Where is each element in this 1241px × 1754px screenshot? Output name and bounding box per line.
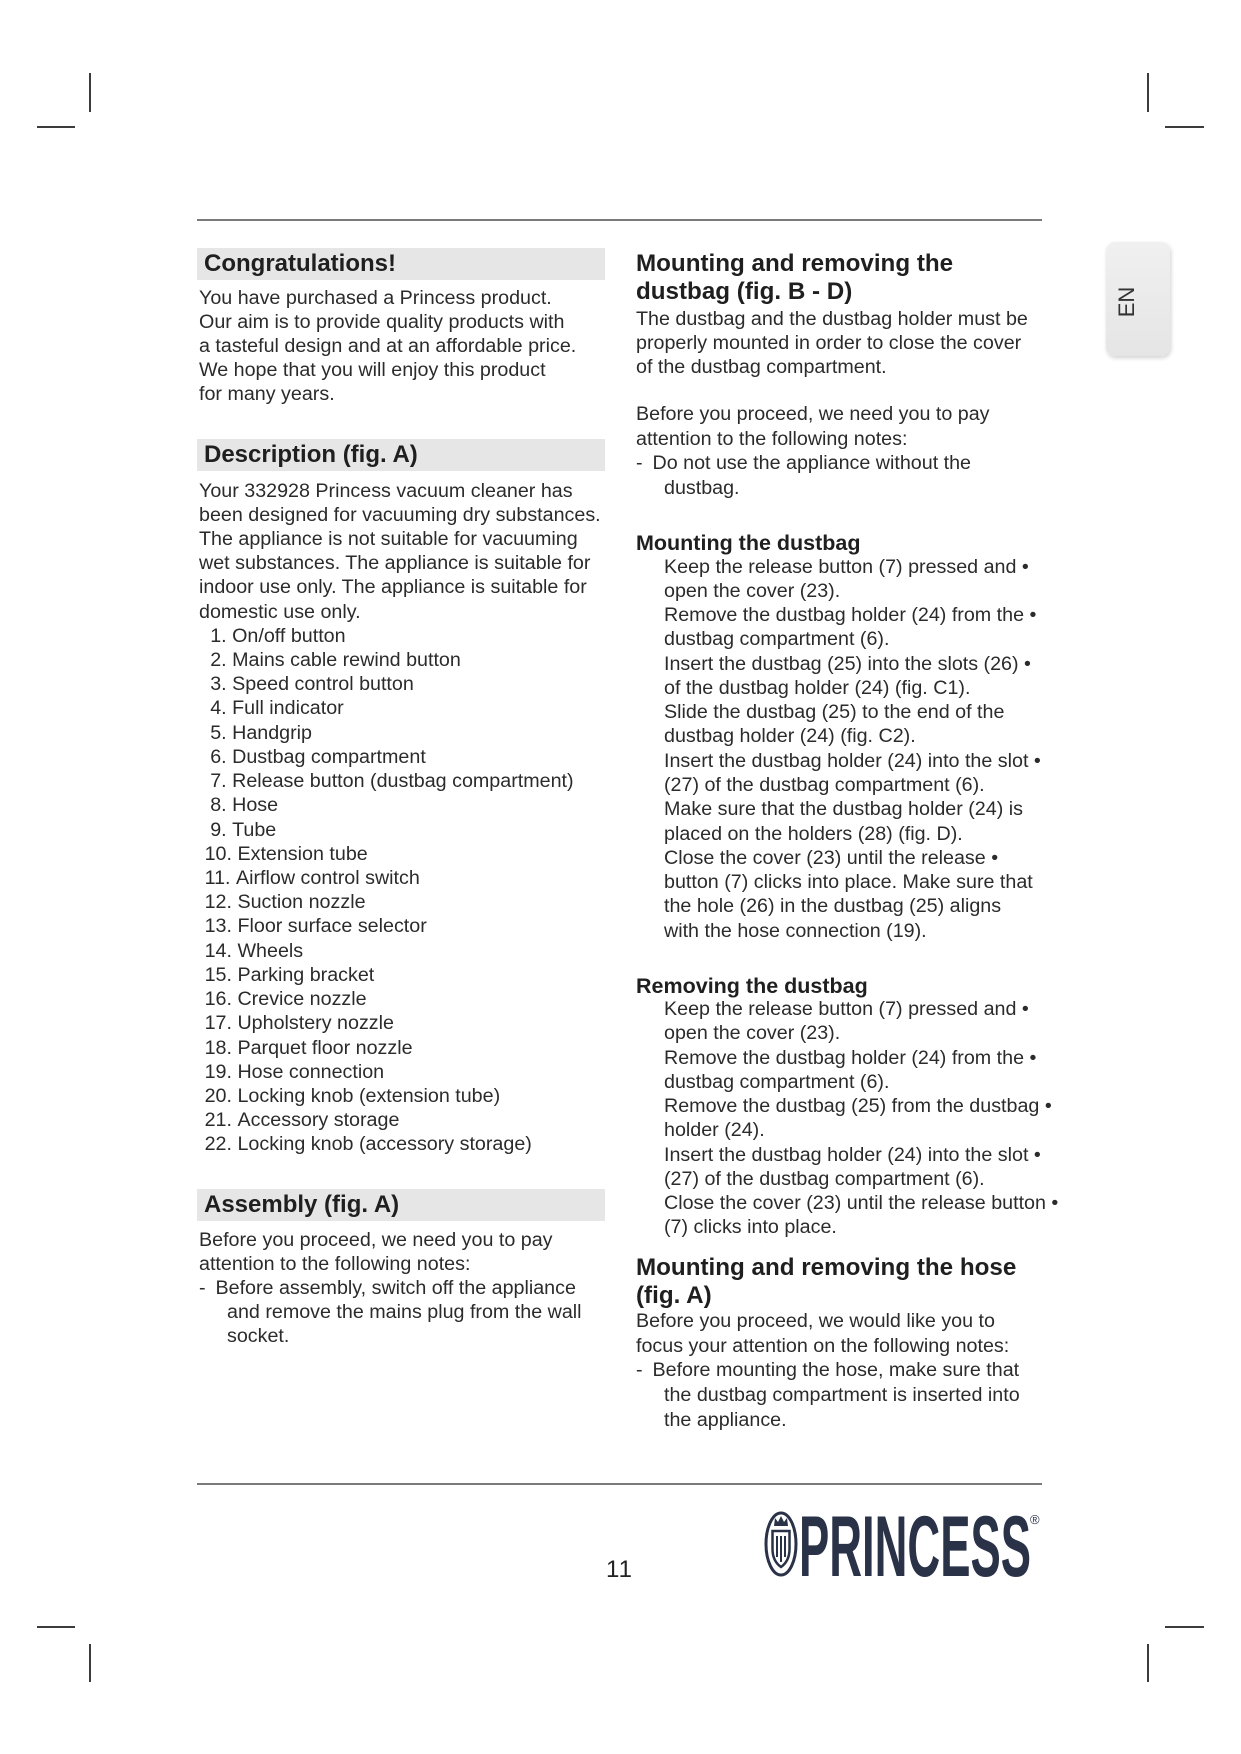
crop-mark-top-left-horizontal [37,126,75,128]
part-list-item [199,914,601,938]
paragraph-line: Your 332928 Princess vacuum cleaner has [199,479,573,502]
part-list-item [199,818,601,842]
instruction-step [664,555,1041,604]
part-name: Hose [232,794,279,817]
part-list-item [199,987,601,1011]
dash-marker: - [636,1359,643,1382]
top-rule [197,219,1042,221]
brand-logo-text: PRINCESS [799,1505,1031,1585]
hose-notes [636,1358,1020,1432]
note-line [636,451,990,476]
part-number: 13. [204,915,232,938]
page-number: 11 [606,1556,633,1583]
part-number: 15. [204,963,232,986]
step-line: with the hose connection (19). [664,919,927,942]
crop-mark-top-right-horizontal [1165,126,1204,128]
part-list-item [199,624,601,648]
paragraph-line: focus your attention on the following notes: [636,1334,1010,1357]
paragraph-line: for many years. [199,383,335,406]
congratulations-paragraph [199,286,576,406]
note-line: the dustbag compartment is inserted into [664,1384,1020,1407]
dustbag-intro-paragraph [636,307,1028,379]
part-list-item [199,769,601,793]
heading-line: Mounting and removing the hose [636,1253,1017,1281]
assembly-notes [199,1277,582,1349]
part-number: 17. [204,1012,232,1035]
section-heading: Description (fig. A) [204,441,418,468]
note-line: and remove the mains plug from the wall [227,1300,582,1323]
step-line: Make sure that the dustbag holder (24) is [664,798,1023,821]
note-text: Before assembly, switch off the appliance [215,1276,576,1299]
paragraph-line: We hope that you will enjoy this product [199,359,546,382]
paragraph-line: Before you proceed, we need you to pay [636,403,990,426]
step-line: (7) clicks into place. [664,1216,837,1239]
part-list-item [199,1060,601,1084]
dustbag-notes-body [636,402,990,500]
step-line: Insert the dustbag (25) into the slots (26) • [664,652,1031,675]
note-item [636,451,990,500]
part-list-item [199,1011,601,1035]
hose-body [636,1309,1020,1432]
section-heading: Congratulations! [204,250,396,277]
part-name: Mains cable rewind button [232,649,461,672]
step-line: dustbag compartment (6). [664,628,890,651]
part-name: Parking bracket [237,963,375,986]
step-line: Keep the release button (7) pressed and • [664,555,1029,578]
instruction-step [664,1094,1058,1143]
assembly-body [199,1229,582,1348]
section-heading-band [197,1189,605,1221]
part-name: Release button (dustbag compartment) [232,770,574,793]
part-number: 10. [204,842,232,865]
instruction-step [664,603,1041,652]
part-name: On/off button [232,624,346,647]
hose-intro-paragraph [636,1309,1020,1358]
part-number: 19. [204,1060,232,1083]
instruction-step [664,797,1041,846]
paragraph-line: properly mounted in order to close the cover [636,332,1022,355]
paragraph-line: been designed for vacuuming dry substances. [199,503,601,526]
crest-emblem-icon [766,1513,796,1575]
instruction-step [664,1143,1058,1192]
step-line: open the cover (23). [664,1022,841,1045]
description-body [199,479,601,1157]
section-heading [636,250,953,306]
section-heading: Assembly (fig. A) [204,1191,400,1218]
part-number: 2. [210,649,227,672]
paragraph-line: Our aim is to provide quality products with [199,311,565,334]
step-line: Remove the dustbag (25) from the dustbag • [664,1095,1052,1118]
paragraph-line: of the dustbag compartment. [636,356,887,379]
paragraph-line: attention to the following notes: [199,1252,471,1275]
part-name: Dustbag compartment [232,745,426,768]
crop-mark-top-right-vertical [1147,73,1149,112]
part-list-item [199,963,601,987]
part-name: Parquet floor nozzle [237,1036,413,1059]
step-line: dustbag compartment (6). [664,1070,890,1093]
part-number: 7. [210,770,227,793]
step-line: Remove the dustbag holder (24) from the • [664,1046,1037,1069]
step-line: Keep the release button (7) pressed and • [664,998,1029,1020]
part-number: 12. [204,891,232,914]
step-line: open the cover (23). [664,579,841,602]
part-list-item [199,1036,601,1060]
part-list-item [199,672,601,696]
step-line: dustbag holder (24) (fig. C2). [664,725,916,748]
paragraph-line: Before you proceed, we would like you to [636,1310,995,1333]
part-name: Tube [232,818,277,841]
language-tab-label: EN [1114,286,1139,318]
step-line: (27) of the dustbag compartment (6). [664,773,985,796]
mounting-steps [664,555,1041,943]
paragraph-line: The appliance is not suitable for vacuuming [199,527,578,550]
notes-intro-paragraph [636,402,990,451]
assembly-paragraph [199,1229,582,1277]
part-name: Handgrip [232,721,313,744]
part-name: Extension tube [237,842,368,865]
part-number: 11. [204,867,231,889]
paragraph-line: Before you proceed, we need you to pay [199,1229,553,1251]
part-list-item [199,1108,601,1132]
step-line: Insert the dustbag holder (24) into the slot • [664,749,1041,772]
step-line: the hole (26) in the dustbag (25) aligns [664,895,1002,918]
paragraph-line: The dustbag and the dustbag holder must be [636,308,1028,331]
part-list-item [199,696,601,720]
step-line: Close the cover (23) until the release • [664,846,999,869]
language-tab [1106,242,1170,356]
part-number: 18. [204,1036,232,1059]
part-number: 20. [204,1084,232,1107]
step-line: Close the cover (23) until the release button • [664,1192,1059,1215]
step-line: (27) of the dustbag compartment (6). [664,1167,985,1190]
parts-list [199,624,601,1157]
step-line: Remove the dustbag holder (24) from the • [664,604,1037,627]
part-name: Accessory storage [237,1109,400,1132]
part-list-item [199,721,601,745]
step-line: holder (24). [664,1119,765,1142]
part-number: 9. [210,818,227,841]
heading-line: Mounting and removing the [636,250,954,278]
step-line: Insert the dustbag holder (24) into the slot • [664,1143,1041,1166]
part-name: Crevice nozzle [237,988,367,1011]
part-list-item [199,745,601,769]
section-heading-band [197,439,605,471]
note-item [636,1358,1020,1432]
subsection-heading: Removing the dustbag [636,973,868,998]
crop-mark-bottom-left-horizontal [37,1626,75,1628]
part-name: Airflow control switch [236,867,420,889]
paragraph-line: indoor use only. The appliance is suitable for [199,576,587,599]
part-name: Wheels [237,939,304,962]
part-list-item [199,842,601,866]
step-line: button (7) clicks into place. Make sure that [664,871,1033,894]
instruction-step [664,700,1041,749]
part-name: Suction nozzle [237,891,366,914]
part-list-item [199,793,601,817]
instruction-step [664,846,1041,943]
note-item [199,1277,582,1349]
part-list-item [199,866,601,890]
part-name: Hose connection [237,1060,385,1083]
instruction-step [664,1191,1058,1240]
removing-steps [664,997,1058,1240]
instruction-step [664,1046,1058,1095]
dash-marker: - [636,452,643,475]
crop-mark-bottom-left-vertical [89,1644,91,1682]
section-heading-band [197,248,605,280]
note-line: the appliance. [664,1408,787,1431]
registered-mark: ® [1030,1512,1040,1527]
part-number: 4. [210,697,227,720]
part-name: Floor surface selector [237,915,427,938]
dustbag-notes [636,451,990,500]
paragraph-line: wet substances. The appliance is suitable for [199,552,591,575]
paragraph-line: a tasteful design and at an affordable price. [199,335,577,358]
part-number: 3. [210,673,227,696]
part-list-item [199,1132,601,1156]
part-name: Upholstery nozzle [237,1012,394,1035]
step-line: of the dustbag holder (24) (fig. C1). [664,676,971,699]
subsection-heading: Mounting the dustbag [636,531,861,556]
bottom-rule [197,1483,1042,1485]
dash-marker: - [199,1276,206,1299]
part-number: 8. [210,794,227,817]
crop-mark-top-left-vertical [89,73,91,112]
note-text: Do not use the appliance without the [652,452,971,475]
part-name: Full indicator [232,697,344,720]
step-line: placed on the holders (28) (fig. D). [664,822,963,845]
crop-mark-bottom-right-vertical [1147,1644,1149,1682]
part-number: 22. [204,1133,232,1156]
paragraph-line: domestic use only. [199,600,361,623]
heading-line: dustbag (fig. B - D) [636,278,853,306]
part-name: Speed control button [232,673,414,696]
part-name: Locking knob (accessory storage) [237,1133,532,1156]
step-line: Slide the dustbag (25) to the end of the [664,701,1005,724]
part-number: 1. [210,624,227,647]
part-list-item [199,939,601,963]
paragraph-line: You have purchased a Princess product. [199,287,552,309]
instruction-step [664,652,1041,701]
instruction-step [664,997,1058,1046]
part-number: 6. [210,745,227,768]
part-number: 16. [204,988,232,1011]
note-text: Before mounting the hose, make sure that [652,1359,1020,1382]
note-line: socket. [227,1324,290,1347]
part-number: 14. [204,939,232,962]
part-list-item [199,890,601,914]
note-line [636,1358,1020,1383]
paragraph-line: attention to the following notes: [636,427,908,450]
part-list-item [199,1084,601,1108]
instruction-step [664,749,1041,798]
princess-logo [762,1505,1047,1585]
heading-line: (fig. A) [636,1281,712,1309]
part-number: 21. [204,1109,232,1132]
note-line: dustbag. [664,476,740,499]
part-list-item [199,648,601,672]
part-number: 5. [210,721,227,744]
crop-mark-bottom-right-horizontal [1165,1626,1204,1628]
note-line [199,1277,582,1301]
part-name: Locking knob (extension tube) [237,1084,501,1107]
section-heading [636,1254,1016,1310]
description-paragraph [199,479,601,624]
